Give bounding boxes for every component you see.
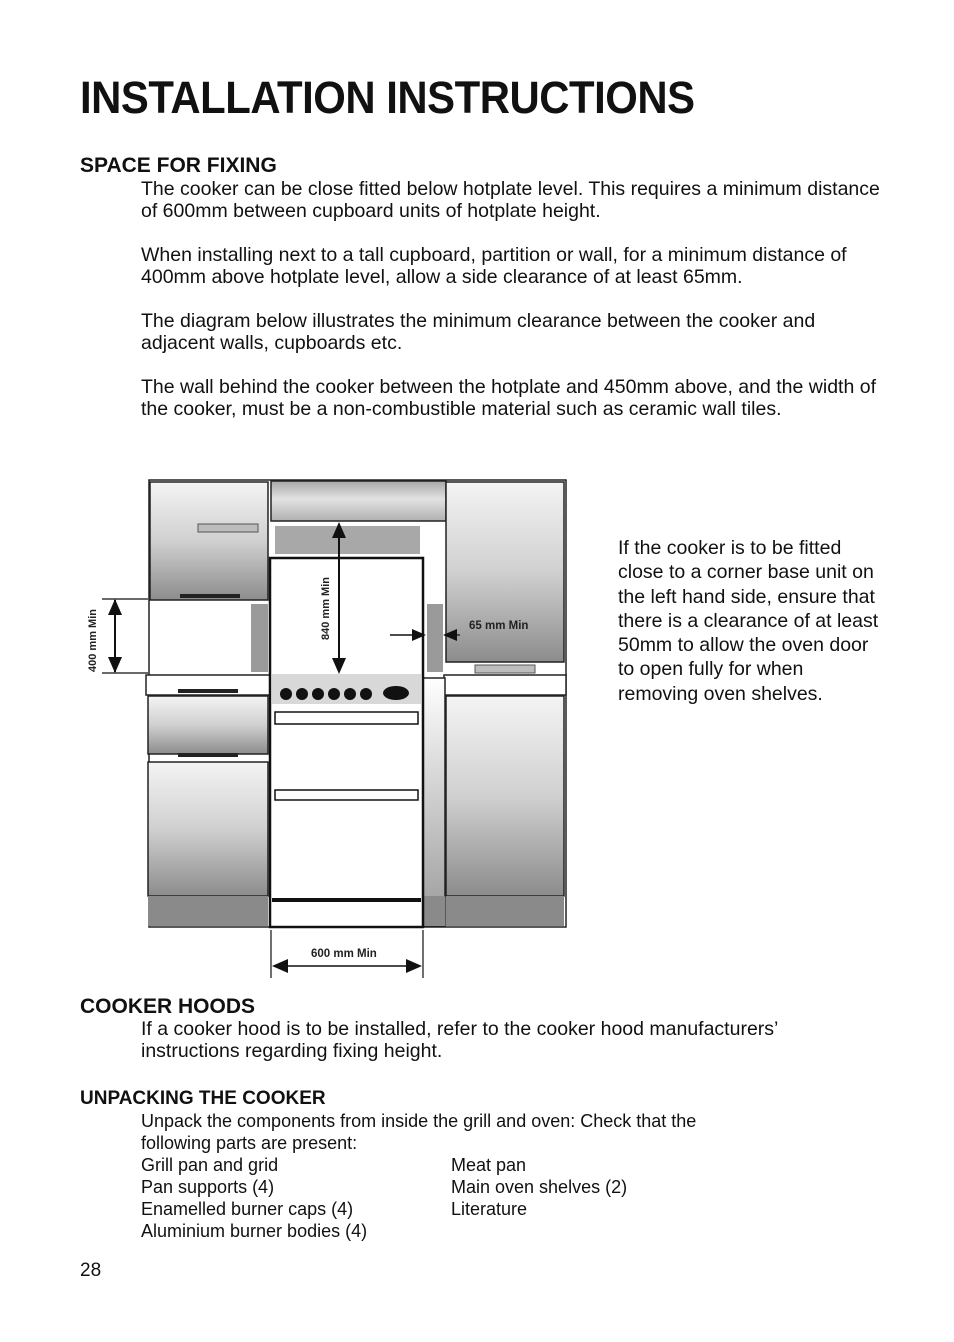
page-title: INSTALLATION INSTRUCTIONS [80,72,695,123]
label-840: 840 mm Min [320,577,332,640]
right-partition [427,604,443,672]
unpacking-intro-line1: Unpack the components from inside the grill and oven: Check that the [141,1111,697,1131]
space-for-fixing-heading: SPACE FOR FIXING [80,154,277,177]
part-item: Grill pan and grid [141,1155,279,1175]
corner-unit-note: If the cooker is to be fitted close to a corner base unit on the left hand side, ensure that there is a clearance of at least 50mm to allow the oven door to open fully for when removing oven shelves. [618,537,879,705]
top-cupboard [271,481,446,521]
unpacking-intro-line2: following parts are present: [141,1133,358,1153]
part-item: Aluminium burner bodies (4) [141,1221,368,1241]
left-base-cupboard [146,675,270,926]
label-65: 65 mm Min [469,620,529,632]
part-item: Main oven shelves (2) [451,1177,628,1197]
paragraph: When installing next to a tall cupboard, partition or wall, for a minimum distance of 400mm above hotplate level, allow a side clearance of at least 65mm. [141,244,847,288]
filler-column [423,678,445,926]
space-for-fixing-body [141,178,881,442]
left-wall-cupboard [150,482,268,600]
label-400: 400 mm Min [87,609,99,672]
cooker-hoods-heading: COOKER HOODS [80,995,256,1018]
parts-list [141,1154,627,1242]
right-tall-cupboard [444,482,566,926]
clearance-diagram [80,478,580,983]
part-item: Enamelled burner caps (4) [141,1199,354,1219]
cooker-hoods-text: If a cooker hood is to be installed, refer to the cooker hood manufacturers’ instructions regarding fixing height. [141,1018,778,1062]
cooker [270,558,423,927]
left-partition [251,604,268,672]
paragraph: The wall behind the cooker between the hotplate and 450mm above, and the width of the cooker, must be a non-combustible material such as ceramic wall tiles. [141,376,876,420]
unpacking-heading: UNPACKING THE COOKER [80,1088,326,1109]
page-number: 28 [80,1260,102,1281]
back-panel [275,526,420,554]
paragraph: The cooker can be close fitted below hotplate level. This requires a minimum distance of 600mm between cupboard units of hotplate height. [141,178,880,222]
part-item: Literature [451,1199,528,1219]
paragraph: The diagram below illustrates the minimum clearance between the cooker and adjacent walls, cupboards etc. [141,310,816,354]
part-item: Meat pan [451,1155,527,1175]
part-item: Pan supports (4) [141,1177,275,1197]
label-600: 600 mm Min [311,948,377,960]
